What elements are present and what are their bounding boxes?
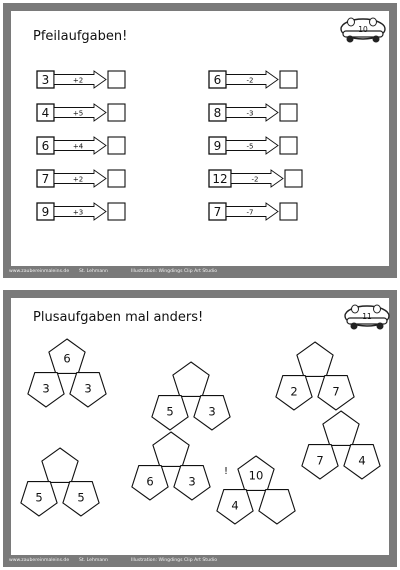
start-number: 9	[213, 139, 222, 153]
arrow-task	[37, 137, 125, 154]
arrow-task	[209, 170, 302, 187]
pentagon-cluster	[217, 456, 295, 524]
pentagon-left-number: 4	[231, 498, 239, 513]
worksheet-arrows-page	[11, 11, 389, 266]
pentagon-top[interactable]	[153, 432, 189, 466]
answer-box[interactable]	[280, 203, 297, 220]
pentagon-cluster	[276, 342, 354, 410]
start-number: 4	[41, 106, 50, 120]
operation-label: -7	[246, 208, 254, 217]
pentagon-top-number: 6	[63, 351, 71, 366]
footer-site: www.zaubereinmaleins.de	[9, 558, 70, 563]
pentagon-top[interactable]	[323, 411, 359, 445]
pentagon-top[interactable]	[173, 362, 209, 396]
page-number: 11	[362, 312, 372, 321]
footer-author: St. Lehmann	[79, 269, 108, 274]
pentagon-right-number: 3	[188, 474, 196, 489]
answer-box[interactable]	[285, 170, 302, 187]
worksheet-footer	[17, 255, 383, 265]
operation-label: -3	[246, 109, 254, 118]
pentagon-top[interactable]	[297, 342, 333, 376]
arrow-tasks	[11, 11, 389, 266]
pentagon-tasks	[11, 298, 389, 556]
pentagon-left-number: 5	[166, 404, 174, 419]
start-number: 3	[41, 73, 50, 87]
answer-box[interactable]	[108, 170, 125, 187]
operation-label: -2	[246, 76, 254, 85]
pentagon-cluster	[152, 362, 230, 430]
answer-box[interactable]	[108, 203, 125, 220]
arrow-task	[37, 170, 125, 187]
page-number: 10	[358, 25, 368, 34]
start-number: 7	[41, 172, 50, 186]
pentagon-top-number: 10	[248, 468, 264, 483]
pentagon-cluster	[28, 339, 106, 407]
pentagon-left-number: 6	[146, 474, 154, 489]
worksheet-title: Plusaufgaben mal anders!	[33, 310, 204, 325]
footer-illustration: Illustration: Wingdings Clip Art Studio	[131, 269, 218, 274]
pentagon-right-number: 3	[208, 404, 216, 419]
worksheet-pentagons-page	[11, 298, 389, 555]
worksheet-arrows	[3, 3, 397, 278]
arrow-task	[37, 203, 125, 220]
pentagon-left-number: 7	[316, 453, 324, 468]
start-number: 6	[41, 139, 50, 153]
operation-label: +2	[72, 175, 84, 184]
pentagon-top[interactable]	[42, 448, 78, 482]
arrow-task	[209, 71, 297, 88]
operation-label: -2	[251, 175, 259, 184]
operation-label: +3	[72, 208, 84, 217]
footer-author: St. Lehmann	[79, 558, 108, 563]
start-number: 6	[213, 73, 222, 87]
arrow-task	[37, 104, 125, 121]
worksheet-pentagons	[3, 290, 397, 567]
start-number: 12	[212, 172, 228, 186]
pentagon-cluster	[132, 432, 210, 500]
pentagon-right-number: 7	[332, 384, 340, 399]
answer-box[interactable]	[280, 71, 297, 88]
pentagon-cluster	[302, 411, 380, 479]
pentagon-left-number: 5	[35, 490, 43, 505]
operation-label: +5	[72, 109, 84, 118]
answer-box[interactable]	[108, 137, 125, 154]
answer-box[interactable]	[280, 137, 297, 154]
arrow-task	[209, 137, 297, 154]
worksheet-footer-strip	[9, 267, 391, 277]
answer-box[interactable]	[108, 104, 125, 121]
start-number: 8	[213, 106, 222, 120]
exclamation-mark: !	[223, 466, 229, 477]
answer-box[interactable]	[280, 104, 297, 121]
arrow-task	[209, 104, 297, 121]
worksheet-footer-strip	[9, 556, 391, 566]
footer-site: www.zaubereinmaleins.de	[9, 269, 70, 274]
pentagon-left-number: 2	[290, 384, 298, 399]
pentagon-right-number: 4	[358, 453, 366, 468]
arrow-task	[37, 71, 125, 88]
start-number: 7	[213, 205, 222, 219]
operation-label: -5	[246, 142, 254, 151]
start-number: 9	[41, 205, 50, 219]
worksheet-title: Pfeilaufgaben!	[33, 29, 128, 44]
pentagon-left-number: 3	[42, 381, 50, 396]
operation-label: +4	[72, 142, 84, 151]
answer-box[interactable]	[108, 71, 125, 88]
arrow-task	[209, 203, 297, 220]
pentagon-cluster	[21, 448, 99, 516]
footer-illustration: Illustration: Wingdings Clip Art Studio	[131, 558, 218, 563]
pentagon-right-number: 3	[84, 381, 92, 396]
pentagon-right-number: 5	[77, 490, 85, 505]
operation-label: +2	[72, 76, 84, 85]
pentagon-right[interactable]	[259, 490, 295, 524]
